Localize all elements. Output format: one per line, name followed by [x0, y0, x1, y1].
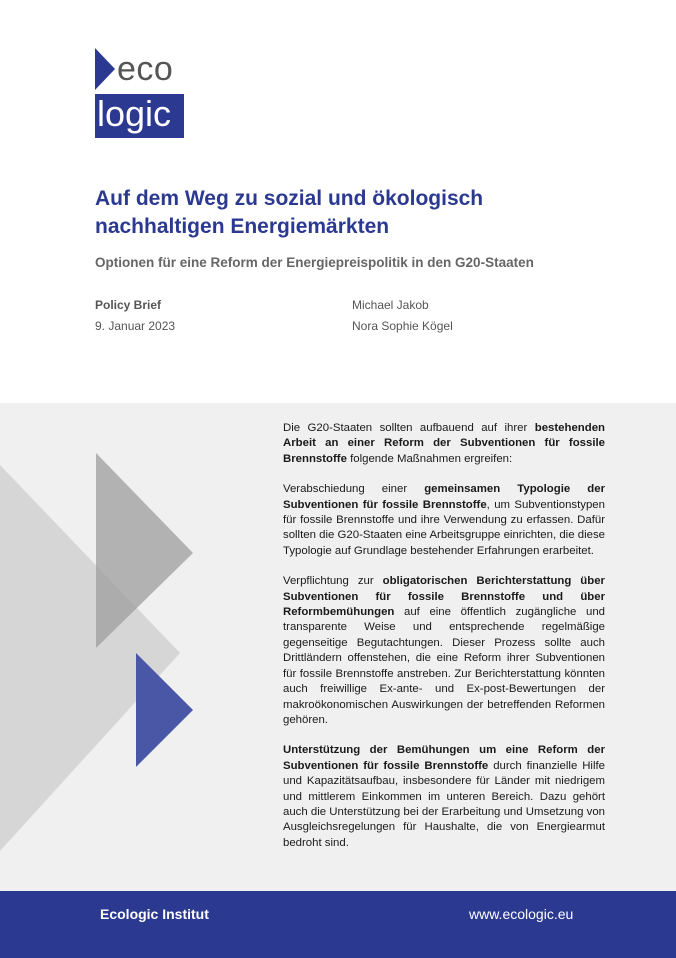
text-run: Verpflichtung zur	[283, 575, 383, 588]
text-run: Verabschiedung einer	[283, 483, 425, 496]
author-2: Nora Sophie Kögel	[352, 319, 453, 333]
paragraph-support	[283, 743, 605, 851]
footer-org: Ecologic Institut	[100, 906, 209, 922]
bold-run: bestehenden Arbeit an einer Reform der Subventionen für fossile Brennstoffe	[283, 422, 605, 465]
paragraph-reporting	[283, 574, 605, 728]
logo-logic-box	[95, 94, 184, 138]
blue-triangle-shape	[136, 653, 193, 767]
page-title-line2: nachhaltigen Energiemärkten	[95, 215, 390, 238]
footer-url-link[interactable]: www.ecologic.eu	[469, 906, 574, 922]
author-1: Michael Jakob	[352, 298, 429, 312]
paragraph-typology	[283, 482, 605, 559]
summary-text	[283, 421, 605, 866]
text-run: , um Subventionstypen für fossile Brennstoffe und ihre Verwendung zu erfassen. Dafür sollten die G20-Staaten eine Arbeitsgruppe einrichten, die diese Typologie auf Grundlage bestehender Erfahrungen erarbeitet.	[283, 498, 605, 557]
logo-eco-text: eco	[117, 50, 174, 88]
bold-run: gemeinsamen Typologie der Subventionen für fossile Brennstoffe	[283, 483, 606, 511]
logo-logic-text: logic	[97, 93, 172, 134]
page-subtitle: Optionen für eine Reform der Energiepreispolitik in den G20-Staaten	[95, 255, 534, 270]
bold-run: Unterstützung der Bemühungen um eine Reform der Subventionen für fossile Brennstoffe	[283, 744, 605, 772]
text-run: folgende Maßnahmen ergreifen:	[346, 452, 513, 465]
paragraph-intro	[283, 421, 605, 467]
bold-run: obligatorischen Berichterstattung über Subventionen für fossile Brennstoffe und über Reformbemühungen	[283, 575, 605, 619]
text-run: Die G20-Staaten sollten aufbauend auf ihrer	[283, 422, 535, 434]
ecologic-logo	[95, 48, 185, 138]
text-run: durch finanzielle Hilfe und Kapazitätsaufbau, insbesondere für Länder mit niedrigem und mittlerem Einkommen im unteren Bereich. Dazu gehört auch die Unterstützung bei der Erarbeitung und Umsetzung von Ausgleichsregelungen für Haushalte, die von Energiearmut bedroht sind.	[283, 759, 605, 849]
text-run: auf eine öffentlich zugängliche und transparente Weise und entsprechende regelmäßige gegenseitige Begutachtungen. Dieser Prozess sollte auch Drittländern offenstehen, die eine Reform ihrer Subventionen für fossile Brennstoffe anstreben. Zur Berichterstattung könnten auch freiwillige Ex-ante- und Ex-post-Bewertungen der makroökonomischen Auswirkungen der betreffenden Reformen gehören.	[283, 606, 605, 726]
doc-date: 9. Januar 2023	[95, 319, 176, 333]
footer-bar	[0, 891, 676, 958]
logo-triangle-icon	[95, 48, 115, 90]
doc-type: Policy Brief	[95, 298, 162, 312]
page-title-line1: Auf dem Weg zu sozial und ökologisch	[95, 187, 484, 210]
page-title	[95, 185, 615, 241]
